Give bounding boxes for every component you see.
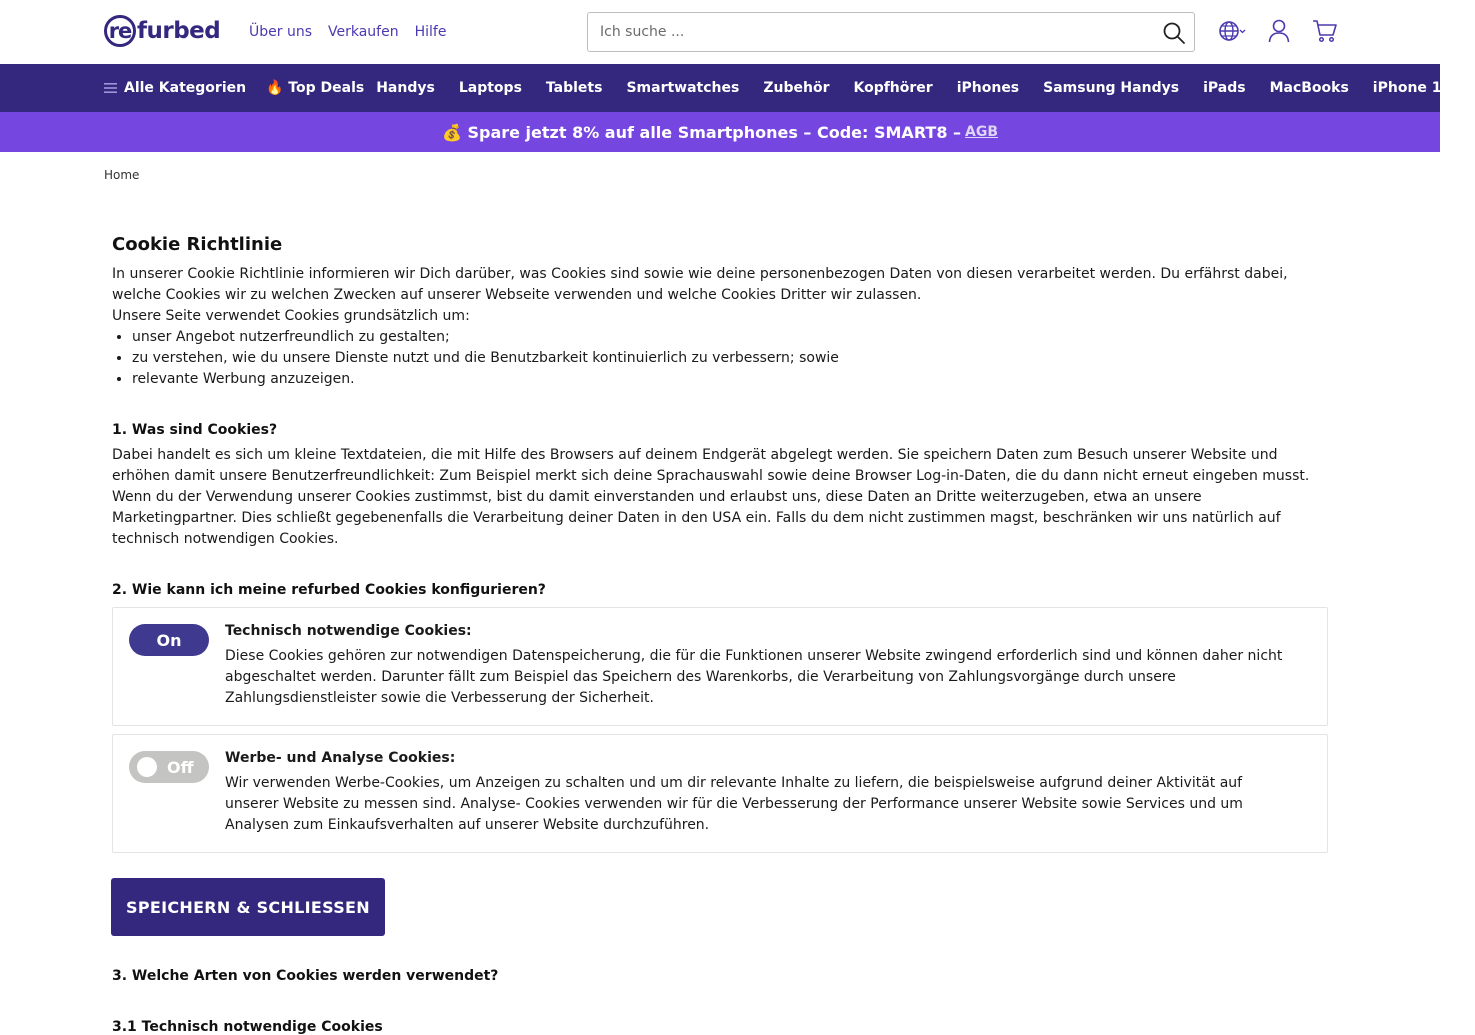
promo-text: 💰 Spare jetzt 8% auf alle Smartphones – Code: SMART8 –	[441, 122, 962, 142]
cookie-setting-title: Technisch notwendige Cookies:	[225, 623, 472, 639]
cookie-policy-content	[112, 234, 1328, 861]
list-item: • unser Angebot nutzerfreundlich zu gestalten;	[132, 327, 1328, 348]
intro-paragraph: In unserer Cookie Richtlinie informieren wir Dich darüber, was Cookies sind sowie wie deine personenbezogen Daten von diesen verarbeitet werden. Du erfährst dabei, welche Cookies wir zu welchen Zwecken auf unserer Webseite verwenden und welche Cookies Dritter wir zulassen.	[112, 266, 1288, 303]
nav-item-ipads[interactable]: iPads	[1203, 80, 1246, 96]
search-bar	[587, 12, 1195, 52]
nav-item-smartwatches[interactable]: Smartwatches	[626, 80, 740, 96]
nav-item-top-deals[interactable]: 🔥 Top Deals	[266, 80, 365, 96]
nav-item-iphones[interactable]: iPhones	[956, 80, 1020, 96]
category-navbar	[0, 64, 1452, 112]
cookie-setting-text: Wir verwenden Werbe-Cookies, um Anzeigen zu schalten und um dir relevante Inhalte zu liefern, die beispielsweise aufgrund deiner Aktivität auf unserer Website zu messen sind. Analyse- Cookies verwenden wir für die Verbesserung der Performance unserer Website sowie Services und um Analysen zum Einkaufsverhalten auf unserer Website durchzuführen.	[225, 775, 1243, 833]
nav-item-laptops[interactable]: Laptops	[458, 80, 522, 96]
nav-item-iphone-13[interactable]: iPhone 13	[1372, 80, 1452, 96]
nav-item-zubehoer[interactable]: Zubehör	[763, 80, 830, 96]
all-categories-button[interactable]	[104, 64, 246, 112]
refurbed-logo[interactable]	[104, 14, 220, 48]
toggle-label: Off	[167, 757, 194, 777]
globe-icon[interactable]	[1218, 19, 1246, 43]
cookie-setting-necessary	[112, 607, 1328, 726]
page-title: Cookie Richtlinie	[112, 234, 283, 255]
list-item: • zu verstehen, wie du unsere Dienste nutzt und die Benutzbarkeit kontinuierlich zu verbessern; sowie	[132, 348, 1328, 369]
site-header	[0, 0, 1440, 64]
nav-items	[266, 64, 1475, 112]
section-1-text: Dabei handelt es sich um kleine Textdateien, die mit Hilfe des Browsers auf deinem Endgerät abgelegt werden. Sie speichern Daten zum Besuch unserer Website und erhöhen damit unsere Benutzerfreundlichkeit: Zum Beispiel merkt sich deine Sprachauswahl sowie deine Browser Log-in-Daten, die du dann nicht erneut eingeben musst. Wenn du der Verwendung unserer Cookies zustimmst, bist du damit einverstanden und erlaubst uns, diese Daten an Dritte weiterzugeben, etwa an unsere Marketingpartner. Dies schließt gegebenenfalls die Verarbeitung deiner Daten in den USA ein. Falls du dem nicht zustimmen magst, beschränken wir uns natürlich auf technisch notwendigen Cookies.	[112, 447, 1310, 547]
header-icons	[1218, 19, 1338, 43]
nav-item-tablets[interactable]: Tablets	[545, 80, 603, 96]
purpose-list	[132, 327, 1328, 390]
user-icon[interactable]	[1268, 19, 1290, 43]
logo-ring: re	[104, 15, 136, 47]
link-about[interactable]: Über uns	[249, 24, 312, 40]
all-categories-label: Alle Kategorien	[124, 80, 247, 96]
cart-icon[interactable]	[1312, 19, 1338, 43]
nav-item-macbooks[interactable]: MacBooks	[1269, 80, 1349, 96]
toggle-knob	[137, 757, 157, 777]
section-1-title: 1. Was sind Cookies?	[112, 422, 278, 438]
intro-purpose: Unsere Seite verwendet Cookies grundsätzlich um:	[112, 308, 470, 324]
link-sell[interactable]: Verkaufen	[328, 24, 399, 40]
nav-item-handys[interactable]: Handys	[376, 80, 435, 96]
promo-banner	[0, 112, 1440, 152]
list-item: • relevante Werbung anzuzeigen.	[132, 369, 1328, 390]
search-icon[interactable]	[1162, 21, 1186, 45]
nav-item-samsung-handys[interactable]: Samsung Handys	[1043, 80, 1180, 96]
section-3-1-title: 3.1 Technisch notwendige Cookies	[112, 1019, 383, 1035]
section-2-title: 2. Wie kann ich meine refurbed Cookies konfigurieren?	[112, 582, 546, 598]
toggle-label: On	[156, 630, 182, 650]
hamburger-icon	[104, 82, 117, 94]
promo-agb-link[interactable]: AGB	[965, 124, 999, 140]
cookie-setting-marketing	[112, 734, 1328, 853]
breadcrumb-home[interactable]: Home	[104, 168, 140, 182]
nav-item-kopfhoerer[interactable]: Kopfhörer	[853, 80, 933, 96]
marketing-cookies-toggle[interactable]	[129, 751, 209, 783]
cookie-setting-text: Diese Cookies gehören zur notwendigen Datenspeicherung, die für die Funktionen unserer Website zwingend erforderlich sind und können daher nicht abgeschaltet werden. Darunter fällt zum Beispiel das Speichern des Warenkorbs, die Verarbeitung von Zahlungsvorgänge durch unsere Zahlungsdienstleister sowie die Verbesserung der Sicherheit.	[225, 648, 1283, 706]
necessary-cookies-toggle[interactable]	[129, 624, 209, 656]
search-input[interactable]	[600, 24, 1140, 40]
link-help[interactable]: Hilfe	[414, 24, 447, 40]
cookie-setting-title: Werbe- und Analyse Cookies:	[225, 750, 456, 766]
section-3-title: 3. Welche Arten von Cookies werden verwendet?	[112, 968, 499, 984]
save-and-close-button[interactable]: SPEICHERN & SCHLIESSEN	[111, 878, 385, 936]
logo-text: furbed	[137, 18, 221, 44]
top-links	[249, 24, 446, 40]
breadcrumb	[104, 168, 139, 182]
